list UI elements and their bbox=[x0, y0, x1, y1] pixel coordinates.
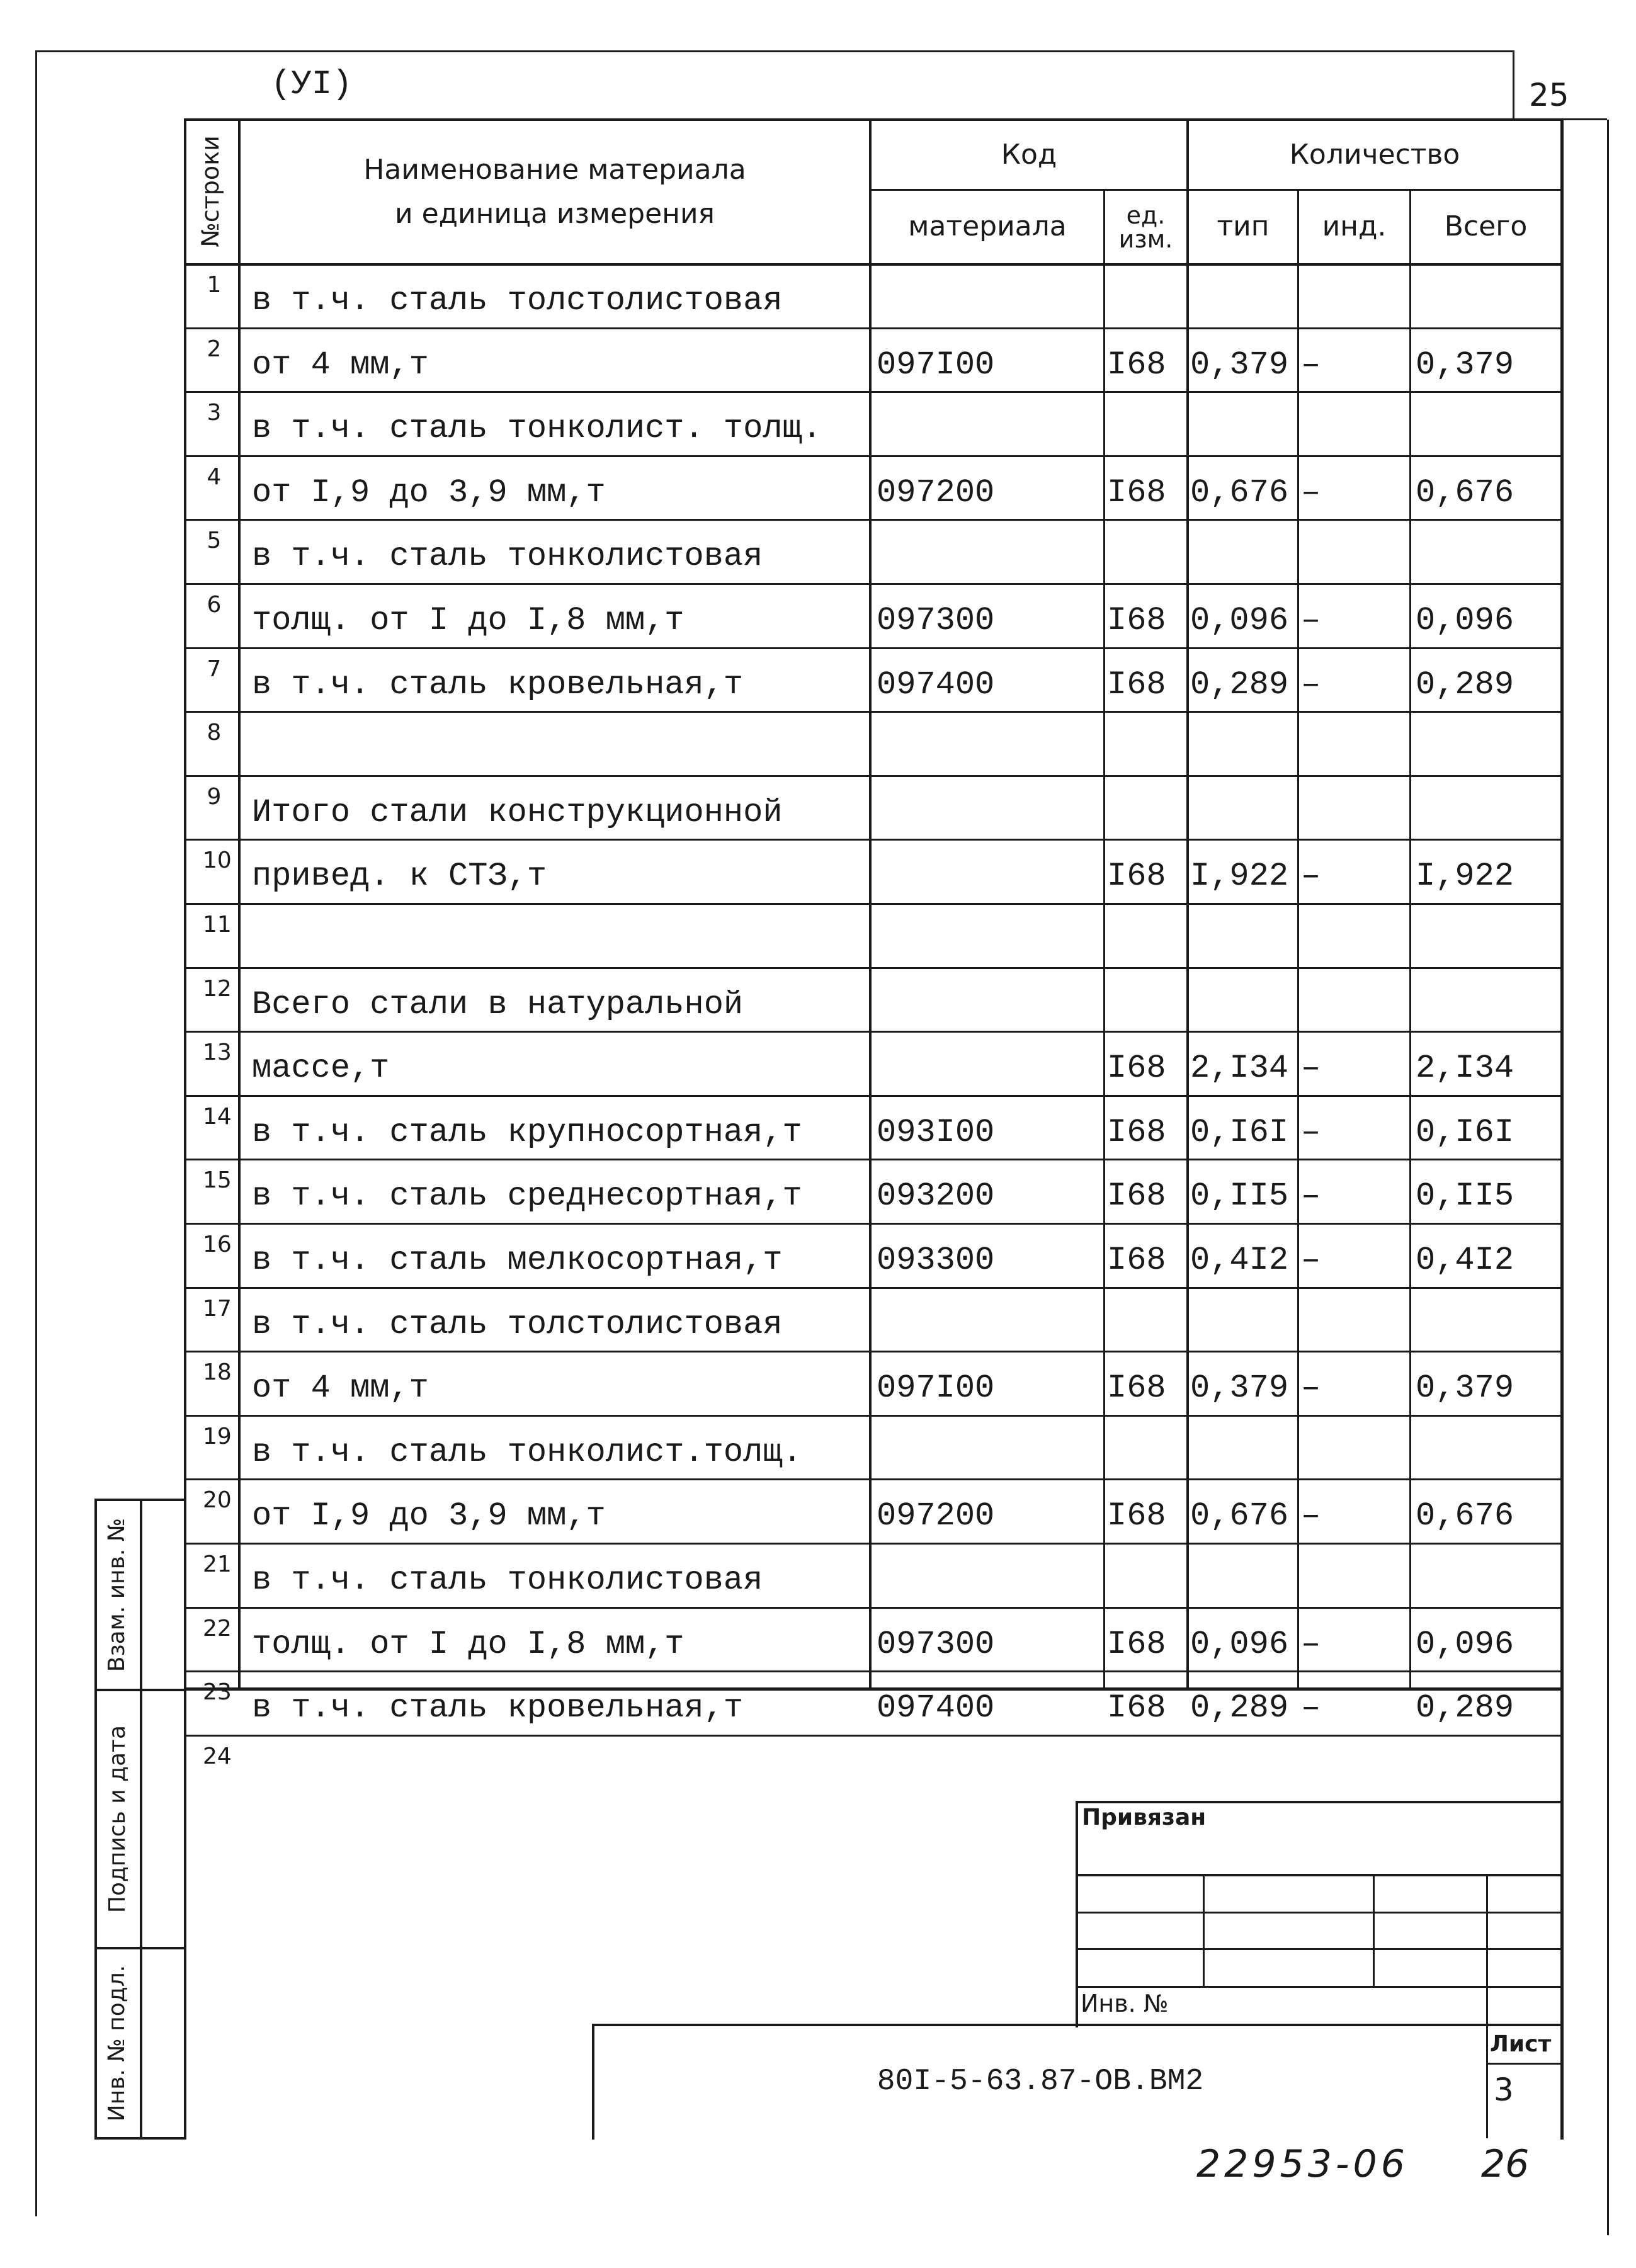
cell-ind: – bbox=[1301, 1689, 1321, 1727]
cell-name: в т.ч. сталь тонколистовая bbox=[252, 1562, 763, 1599]
cell-unit: I68 bbox=[1107, 1625, 1166, 1663]
cell-total: 0,676 bbox=[1416, 1497, 1514, 1535]
cell-type: 0,289 bbox=[1190, 666, 1289, 703]
row-divider bbox=[184, 967, 1563, 969]
cell-name: в т.ч. сталь кровельная,т bbox=[252, 666, 744, 703]
row-divider bbox=[184, 711, 1563, 713]
row-number: 24 bbox=[203, 1743, 232, 1769]
row-divider bbox=[184, 1670, 1563, 1672]
tb-list-divider bbox=[1486, 2063, 1563, 2065]
cell-name: от 4 мм,т bbox=[252, 1369, 429, 1407]
row-number: 2 bbox=[207, 336, 222, 362]
col-divider-code bbox=[1103, 189, 1105, 1689]
cell-code: 093200 bbox=[877, 1177, 995, 1215]
cell-unit: I68 bbox=[1107, 858, 1166, 895]
cell-unit: I68 bbox=[1107, 1113, 1166, 1151]
table-left-border bbox=[184, 118, 186, 2140]
header-qty-total: Всего bbox=[1444, 210, 1528, 243]
row-divider bbox=[184, 327, 1563, 329]
cell-total: 0,379 bbox=[1416, 346, 1514, 383]
cell-name: привед. к СТЗ,т bbox=[252, 858, 547, 895]
outer-left-border bbox=[35, 50, 37, 2216]
cell-unit: I68 bbox=[1107, 1369, 1166, 1407]
tb-doc-code: 80I-5-63.87-ОВ.ВМ2 bbox=[877, 2065, 1204, 2099]
cell-name: в т.ч. сталь толстолистовая bbox=[252, 1305, 783, 1343]
cell-ind: – bbox=[1301, 1113, 1321, 1151]
cell-type: 2,I34 bbox=[1190, 1050, 1289, 1087]
cell-unit: I68 bbox=[1107, 666, 1166, 703]
cell-name: в т.ч. сталь толстолистовая bbox=[252, 282, 783, 319]
row-number: 22 bbox=[203, 1615, 232, 1641]
tb-list-label: Лист bbox=[1490, 2031, 1552, 2057]
row-number: 7 bbox=[207, 655, 222, 682]
cell-name: толщ. от I до I,8 мм,т bbox=[252, 1625, 685, 1663]
row-divider bbox=[184, 1159, 1563, 1160]
cell-total: 0,676 bbox=[1416, 473, 1514, 511]
row-divider bbox=[184, 903, 1563, 905]
col-divider-ind bbox=[1409, 189, 1411, 1689]
cell-code: 097300 bbox=[877, 602, 995, 639]
handwritten-page-number: 26 bbox=[1481, 2142, 1530, 2186]
cell-ind: – bbox=[1301, 1369, 1321, 1407]
row-divider bbox=[184, 1031, 1563, 1033]
tb-grid-h4 bbox=[1076, 1986, 1563, 1988]
cell-unit: I68 bbox=[1107, 1689, 1166, 1727]
row-number: 3 bbox=[207, 400, 222, 426]
row-divider bbox=[184, 1415, 1563, 1417]
tb-grid-h2 bbox=[1076, 1912, 1563, 1914]
cell-unit: I68 bbox=[1107, 1242, 1166, 1279]
cell-name: в т.ч. сталь крупносортная,т bbox=[252, 1113, 802, 1151]
cell-total: 0,289 bbox=[1416, 666, 1514, 703]
stamp-left-border bbox=[94, 1499, 97, 2140]
header-quantity: Количество bbox=[1289, 138, 1460, 171]
row-number: 23 bbox=[203, 1679, 232, 1706]
cell-type: 0,379 bbox=[1190, 1369, 1289, 1407]
tb-list-number: 3 bbox=[1494, 2072, 1514, 2108]
cell-name: Всего стали в натуральной bbox=[252, 985, 744, 1023]
cell-name: толщ. от I до I,8 мм,т bbox=[252, 602, 685, 639]
cell-code: 097200 bbox=[877, 1497, 995, 1535]
row-divider bbox=[184, 1478, 1563, 1480]
stamp-inner-border bbox=[140, 1499, 142, 2140]
header-qty-ind: инд. bbox=[1322, 210, 1387, 243]
cell-ind: – bbox=[1301, 1625, 1321, 1663]
cell-total: 2,I34 bbox=[1416, 1050, 1514, 1087]
cell-unit: I68 bbox=[1107, 602, 1166, 639]
tb-grid-h3 bbox=[1076, 1948, 1563, 1950]
row-number: 11 bbox=[203, 912, 232, 938]
cell-ind: – bbox=[1301, 602, 1321, 639]
cell-type: 0,379 bbox=[1190, 346, 1289, 383]
cell-total: 0,I6I bbox=[1416, 1113, 1514, 1151]
row-divider bbox=[184, 839, 1563, 841]
row-divider bbox=[184, 519, 1563, 521]
tb-grid-v2 bbox=[1373, 1874, 1375, 1987]
cell-code: 097400 bbox=[877, 666, 995, 703]
tb-privyazan-label: Привязан bbox=[1082, 1805, 1207, 1830]
cell-total: 0,II5 bbox=[1416, 1177, 1514, 1215]
cell-type: 0,289 bbox=[1190, 1689, 1289, 1727]
cell-ind: – bbox=[1301, 1050, 1321, 1087]
row-divider bbox=[184, 1223, 1563, 1225]
cell-type: 0,II5 bbox=[1190, 1177, 1289, 1215]
cell-ind: – bbox=[1301, 1177, 1321, 1215]
cell-type: 0,096 bbox=[1190, 602, 1289, 639]
cell-code: 093I00 bbox=[877, 1113, 995, 1151]
cell-unit: I68 bbox=[1107, 346, 1166, 383]
cell-name: Итого стали конструкционной bbox=[252, 793, 783, 831]
tb-privyazan-left bbox=[1076, 1801, 1078, 2027]
tb-grid-v1 bbox=[1203, 1874, 1205, 1987]
stamp-vzam-inv: Взам. инв. № bbox=[104, 1517, 130, 1672]
page-number: 25 bbox=[1529, 77, 1569, 113]
outer-top-border-right bbox=[1513, 50, 1514, 118]
row-number: 12 bbox=[203, 975, 232, 1002]
table-right-border bbox=[1560, 118, 1564, 2140]
tb-grid-v3 bbox=[1486, 1874, 1488, 2138]
header-code: Код bbox=[1001, 138, 1057, 171]
row-number: 4 bbox=[207, 463, 222, 490]
cell-ind: – bbox=[1301, 666, 1321, 703]
row-divider bbox=[184, 647, 1563, 649]
cell-name: от 4 мм,т bbox=[252, 346, 429, 383]
cell-type: 0,096 bbox=[1190, 1625, 1289, 1663]
cell-total: 0,379 bbox=[1416, 1369, 1514, 1407]
row-divider bbox=[184, 775, 1563, 777]
header-code-unit-text: ед. изм. bbox=[1118, 201, 1173, 253]
row-divider bbox=[184, 583, 1563, 585]
row-number: 19 bbox=[203, 1423, 232, 1449]
sheet-mark: (УI) bbox=[271, 65, 353, 104]
cell-total: 0,289 bbox=[1416, 1689, 1514, 1727]
row-number: 14 bbox=[203, 1103, 232, 1130]
tb-grid-h1 bbox=[1076, 1874, 1563, 1876]
row-divider bbox=[184, 1607, 1563, 1609]
row-number: 5 bbox=[207, 528, 222, 554]
cell-total: 0,4I2 bbox=[1416, 1242, 1514, 1279]
cell-name: в т.ч. сталь мелкосортная,т bbox=[252, 1242, 783, 1279]
cell-unit: I68 bbox=[1107, 1497, 1166, 1535]
row-number: 13 bbox=[203, 1040, 232, 1066]
row-number: 9 bbox=[207, 783, 222, 810]
cell-name: в т.ч. сталь кровельная,т bbox=[252, 1689, 744, 1727]
row-number: 21 bbox=[203, 1551, 232, 1577]
cell-type: 0,4I2 bbox=[1190, 1242, 1289, 1279]
header-code-unit bbox=[1105, 191, 1186, 263]
row-number: 6 bbox=[207, 592, 222, 618]
cell-total: 0,096 bbox=[1416, 1625, 1514, 1663]
cell-name: в т.ч. сталь тонколистовая bbox=[252, 538, 763, 576]
header-name bbox=[241, 121, 869, 263]
cell-type: 0,676 bbox=[1190, 1497, 1289, 1535]
cell-type: I,922 bbox=[1190, 858, 1289, 895]
row-divider bbox=[184, 391, 1563, 393]
row-number: 18 bbox=[203, 1359, 232, 1386]
cell-code: 097200 bbox=[877, 473, 995, 511]
cell-total: I,922 bbox=[1416, 858, 1514, 895]
cell-name: в т.ч. сталь тонколист. толщ. bbox=[252, 410, 822, 448]
header-bottom-line bbox=[184, 263, 1563, 266]
stamp-podpis-data: Подпись и дата bbox=[105, 1725, 130, 1914]
row-number: 1 bbox=[207, 272, 222, 298]
cell-ind: – bbox=[1301, 858, 1321, 895]
handwritten-archive-number: 22953-06 bbox=[1196, 2142, 1409, 2186]
cell-name: от I,9 до 3,9 мм,т bbox=[252, 1497, 606, 1535]
row-divider bbox=[184, 455, 1563, 457]
cell-code: 097I00 bbox=[877, 1369, 995, 1407]
cell-name: от I,9 до 3,9 мм,т bbox=[252, 473, 606, 511]
cell-ind: – bbox=[1301, 1242, 1321, 1279]
cell-unit: I68 bbox=[1107, 1050, 1166, 1087]
outer-right-border bbox=[1607, 120, 1609, 2235]
col-divider-type bbox=[1297, 189, 1299, 1689]
row-number: 8 bbox=[207, 720, 222, 746]
header-code-material: материала bbox=[908, 210, 1067, 243]
cell-unit: I68 bbox=[1107, 1177, 1166, 1215]
row-number: 20 bbox=[203, 1487, 232, 1514]
cell-code: 097I00 bbox=[877, 346, 995, 383]
row-number: 16 bbox=[203, 1232, 232, 1257]
cell-ind: – bbox=[1301, 1497, 1321, 1535]
row-divider bbox=[184, 1735, 1563, 1737]
stamp-inv-podl: Инв. № подл. bbox=[104, 1965, 130, 2122]
cell-code: 097400 bbox=[877, 1689, 995, 1727]
cell-ind: – bbox=[1301, 346, 1321, 383]
cell-name: массе,т bbox=[252, 1050, 390, 1087]
row-divider bbox=[184, 1287, 1563, 1289]
cell-code: 093300 bbox=[877, 1242, 995, 1279]
tb-privyazan-top bbox=[1076, 1801, 1563, 1803]
row-divider bbox=[184, 1351, 1563, 1352]
outer-top-border bbox=[35, 50, 1513, 52]
cell-name: в т.ч. сталь среднесортная,т bbox=[252, 1177, 802, 1215]
header-name-text: Наименование материала и единица измерения bbox=[363, 153, 746, 230]
header-row-number: №строки bbox=[196, 135, 224, 247]
cell-type: 0,676 bbox=[1190, 473, 1289, 511]
cell-unit: I68 bbox=[1107, 473, 1166, 511]
row-number: 17 bbox=[203, 1295, 232, 1322]
cell-name: в т.ч. сталь тонколист.толщ. bbox=[252, 1433, 802, 1471]
row-number: 15 bbox=[203, 1167, 232, 1194]
cell-code: 097300 bbox=[877, 1625, 995, 1663]
row-divider bbox=[184, 1543, 1563, 1545]
tb-inv-no-label: Инв. № bbox=[1081, 1990, 1169, 2017]
row-divider bbox=[184, 1095, 1563, 1097]
cell-ind: – bbox=[1301, 473, 1321, 511]
row-number: 10 bbox=[203, 848, 232, 874]
cell-type: 0,I6I bbox=[1190, 1113, 1289, 1151]
cell-total: 0,096 bbox=[1416, 602, 1514, 639]
header-qty-type: тип bbox=[1217, 210, 1270, 243]
